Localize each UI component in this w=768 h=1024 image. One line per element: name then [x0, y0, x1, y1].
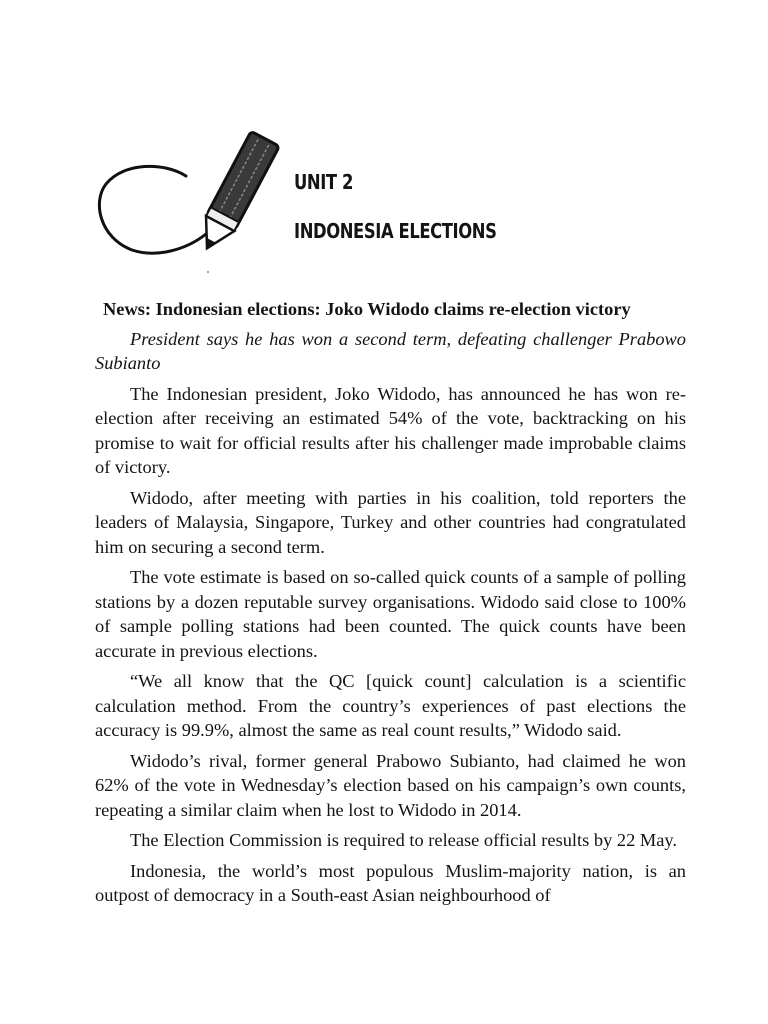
article-paragraph: “We all know that the QC [quick count] calculation is a scientific calculation method. From the country’s experiences of past elections the accuracy is 99.9%, almost the same as real count results,” Widodo said.	[95, 671, 686, 740]
news-article	[95, 297, 686, 914]
pencil-circle-icon	[94, 126, 284, 266]
article-paragraph: Indonesia, the world’s most populous Muslim-majority nation, is an outpost of democracy in a South-east Asian neighbourhood of	[95, 860, 686, 905]
unit-title: INDONESIA ELECTIONS	[294, 219, 497, 243]
stray-mark	[207, 271, 209, 273]
article-paragraph: Widodo’s rival, former general Prabowo Subianto, had claimed he won 62% of the vote in Wednesday’s election based on his campaign’s own counts, repeating a similar claim when he lost to Widodo in 2014.	[95, 750, 686, 820]
unit-label: UNIT 2	[294, 170, 354, 194]
article-headline: News: Indonesian elections: Joko Widodo claims re-election victory	[103, 299, 631, 319]
article-subheadline: President says he has won a second term, defeating challenger Prabowo Subianto	[95, 328, 686, 373]
article-paragraph: The Election Commission is required to release official results by 22 May.	[130, 830, 677, 850]
article-paragraph: The vote estimate is based on so-called quick counts of a sample of polling stations by a dozen reputable survey organisations. Widodo said close to 100% of sample polling stations had been counted. The quick counts have been accurate in previous elections.	[95, 567, 686, 661]
article-paragraph: The Indonesian president, Joko Widodo, has announced he has won re-election after receiving an estimated 54% of the vote, backtracking on his promise to wait for official results after his challenger made improbable claims of victory.	[95, 383, 686, 477]
article-paragraph: Widodo, after meeting with parties in his coalition, told reporters the leaders of Malaysia, Singapore, Turkey and other countries had congratulated him on securing a second term.	[95, 487, 686, 557]
